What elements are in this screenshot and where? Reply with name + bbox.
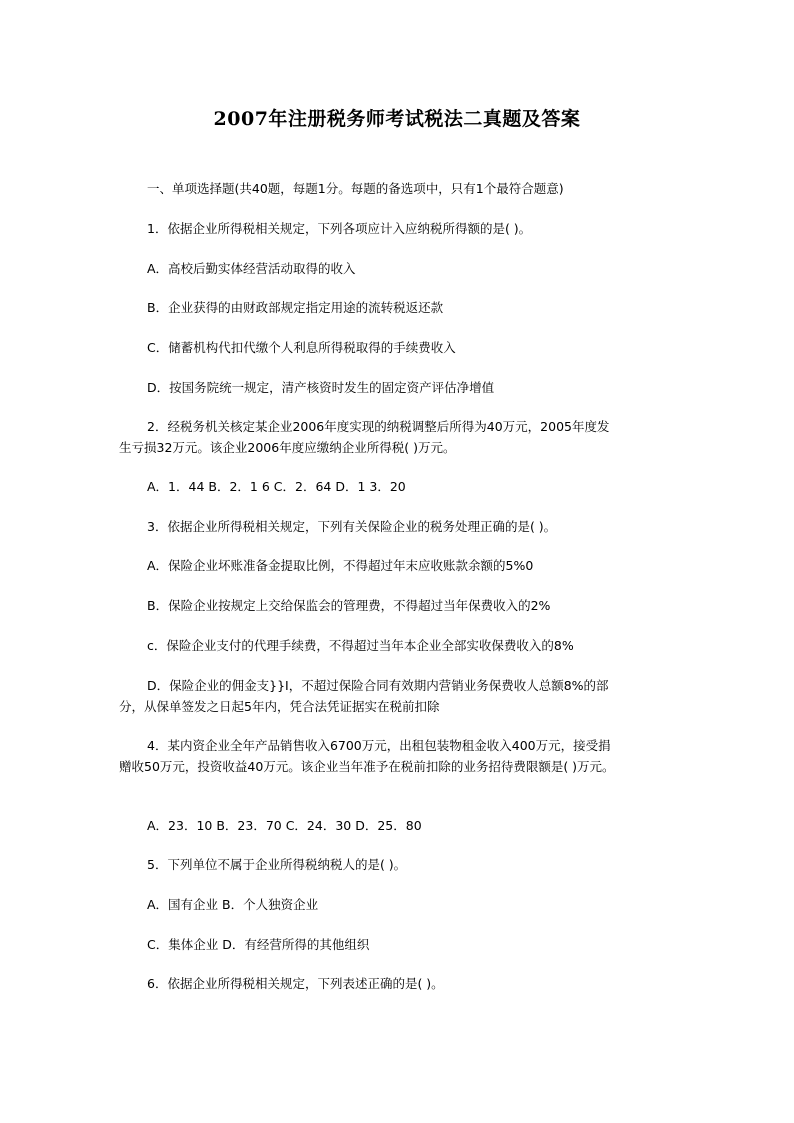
q1-option-d: D．按国务院统一规定，清产核资时发生的固定资产评估净增值 [147,380,495,395]
q3-option-a: A．保险企业坏账准备金提取比例，不得超过年末应收账款余额的5%0 [147,558,534,573]
question-1: 1．依据企业所得税相关规定，下列各项应计入应纳税所得额的是( )。 [147,221,532,236]
q3-option-c: c．保险企业支付的代理手续费，不得超过当年本企业全部实收保费收入的8% [147,638,574,653]
question-4-line-1: 4．某内资企业全年产品销售收入6700万元，出租包装物租金收入400万元，接受捐 [147,738,611,753]
q4-options: A．23．10 B．23．70 C．24．30 D．25．80 [147,818,422,833]
question-3: 3．依据企业所得税相关规定，下列有关保险企业的税务处理正确的是( )。 [147,519,557,534]
question-2-line-2: 生亏损32万元。该企业2006年度应缴纳企业所得税( )万元。 [119,440,456,455]
section-heading: 一、单项选择题(共40题，每题1分。每题的备选项中，只有1个最符合题意) [147,181,564,196]
q3-option-d-line-2: 分，从保单签发之日起5年内，凭合法凭证据实在税前扣除 [119,699,440,714]
question-4-line-2: 赠收50万元，投资收益40万元。该企业当年准予在税前扣除的业务招待费限额是( )万元。 [119,759,615,774]
question-6: 6．依据企业所得税相关规定，下列表述正确的是( )。 [147,976,444,991]
page-title: 2007年注册税务师考试税法二真题及答案 [213,108,581,130]
q1-option-a: A．高校后勤实体经营活动取得的收入 [147,261,356,276]
q3-option-b: B．保险企业按规定上交给保监会的管理费，不得超过当年保费收入的2% [147,598,551,613]
q1-option-c: C．储蓄机构代扣代缴个人利息所得税取得的手续费收入 [147,340,456,355]
question-5: 5．下列单位不属于企业所得税纳税人的是( )。 [147,857,407,872]
q5-options-ab: A．国有企业 B．个人独资企业 [147,897,319,912]
q3-option-d-line-1: D．保险企业的佣金支}}I，不超过保险合同有效期内营销业务保费收人总额8%的部 [147,678,609,693]
q1-option-b: B．企业获得的由财政部规定指定用途的流转税返还款 [147,300,444,315]
q2-options: A．1．44 B．2．1 6 C．2．64 D．1 3．20 [147,479,406,494]
question-2-line-1: 2．经税务机关核定某企业2006年度实现的纳税调整后所得为40万元，2005年度发 [147,419,610,434]
q5-options-cd: C．集体企业 D．有经营所得的其他组织 [147,937,370,952]
